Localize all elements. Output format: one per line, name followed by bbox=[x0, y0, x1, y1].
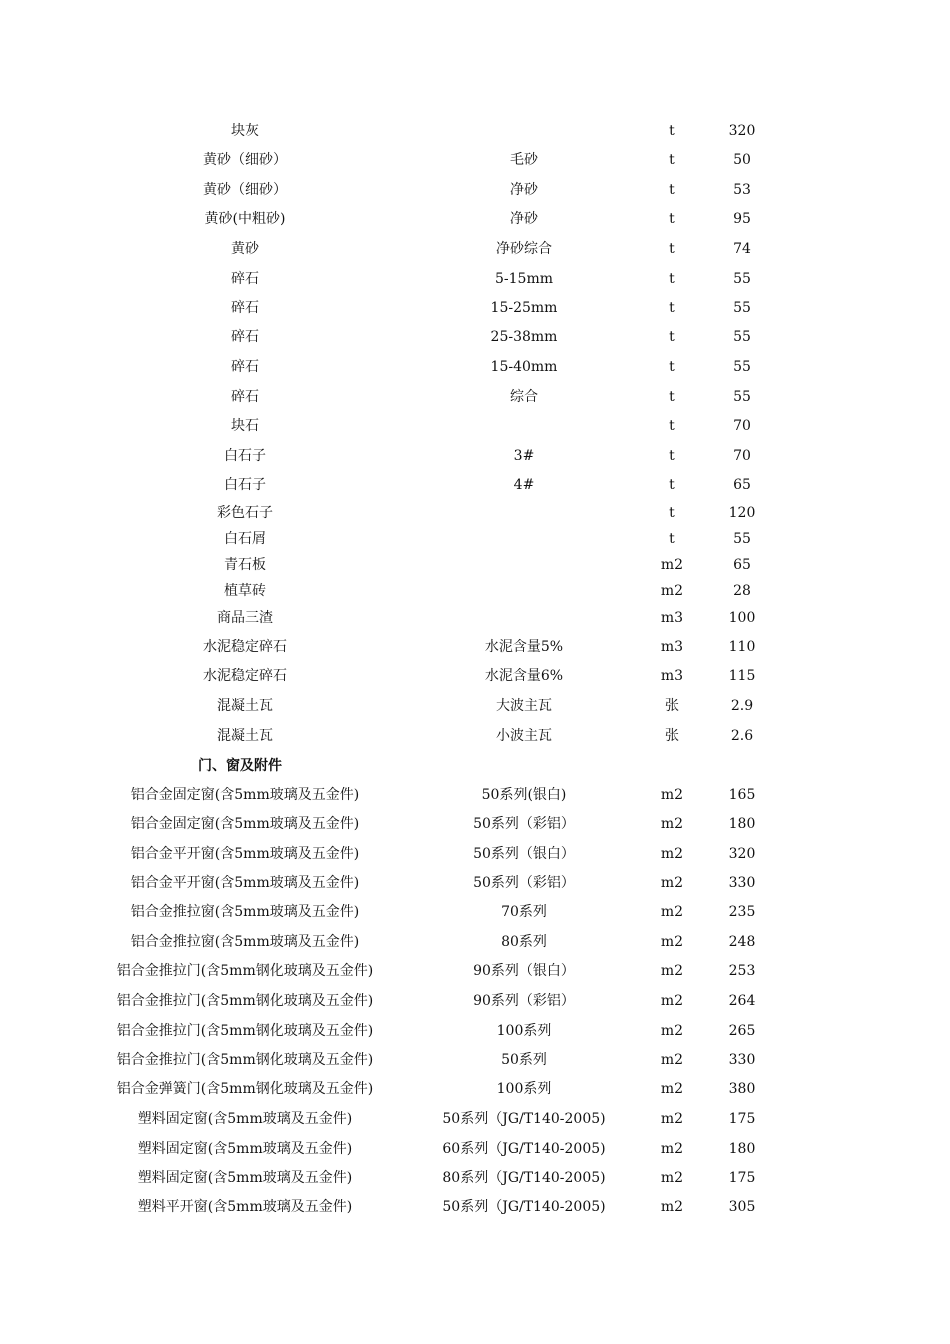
material-name-cell: 铝合金推拉窗(含5mm玻璃及五金件) bbox=[130, 904, 360, 920]
material-name-cell: 铝合金平开窗(含5mm玻璃及五金件) bbox=[130, 875, 360, 891]
spec-cell: 50系列（银白） bbox=[473, 846, 575, 862]
material-name-cell: 铝合金推拉门(含5mm钢化玻璃及五金件) bbox=[116, 993, 374, 1009]
table-row bbox=[0, 695, 950, 717]
table-row bbox=[0, 297, 950, 319]
table-row bbox=[0, 554, 950, 576]
material-name-cell: 塑料平开窗(含5mm玻璃及五金件) bbox=[137, 1199, 353, 1215]
spec-cell: 50系列（彩铝） bbox=[473, 875, 575, 891]
spec-cell: 80系列（JG/T140-2005) bbox=[442, 1170, 606, 1186]
price-cell: 95 bbox=[733, 211, 751, 227]
unit-cell: m2 bbox=[660, 1199, 684, 1215]
unit-cell: t bbox=[669, 359, 675, 375]
section-title: 门、窗及附件 bbox=[198, 758, 282, 774]
spec-cell: 3# bbox=[513, 448, 535, 464]
material-name-cell: 青石板 bbox=[224, 557, 266, 573]
price-cell: 2.9 bbox=[730, 698, 754, 714]
material-name-cell: 植草砖 bbox=[224, 583, 266, 599]
unit-cell: m2 bbox=[660, 1081, 684, 1097]
table-row bbox=[0, 872, 950, 894]
price-cell: 2.6 bbox=[730, 728, 754, 744]
material-name-cell: 黄砂（细砂） bbox=[203, 152, 287, 168]
spec-cell: 水泥含量6% bbox=[484, 668, 564, 684]
material-name-cell: 黄砂 bbox=[231, 241, 259, 257]
spec-cell: 15-40mm bbox=[490, 359, 558, 375]
spec-cell: 60系列（JG/T140-2005) bbox=[442, 1141, 606, 1157]
spec-cell: 100系列 bbox=[496, 1023, 552, 1039]
table-row bbox=[0, 843, 950, 865]
material-name-cell: 碎石 bbox=[231, 329, 259, 345]
unit-cell: m2 bbox=[660, 1141, 684, 1157]
unit-cell: 张 bbox=[665, 728, 679, 744]
material-name-cell: 塑料固定窗(含5mm玻璃及五金件) bbox=[137, 1111, 353, 1127]
spec-cell: 15-25mm bbox=[490, 300, 558, 316]
material-name-cell: 混凝土瓦 bbox=[217, 728, 273, 744]
spec-cell: 50系列(银白) bbox=[481, 787, 567, 803]
price-cell: 235 bbox=[728, 904, 756, 920]
spec-cell: 50系列（彩铝） bbox=[473, 816, 575, 832]
unit-cell: m3 bbox=[660, 610, 684, 626]
table-row bbox=[0, 415, 950, 437]
material-name-cell: 塑料固定窗(含5mm玻璃及五金件) bbox=[137, 1141, 353, 1157]
price-cell: 55 bbox=[733, 359, 751, 375]
material-name-cell: 碎石 bbox=[231, 389, 259, 405]
spec-cell: 净砂 bbox=[510, 211, 538, 227]
spec-cell: 小波主瓦 bbox=[496, 728, 552, 744]
price-cell: 320 bbox=[728, 846, 756, 862]
table-row bbox=[0, 386, 950, 408]
spec-cell: 净砂综合 bbox=[496, 241, 552, 257]
table-row bbox=[0, 636, 950, 658]
material-name-cell: 黄砂(中粗砂) bbox=[204, 211, 286, 227]
spec-cell: 5-15mm bbox=[494, 271, 554, 287]
price-cell: 70 bbox=[733, 448, 751, 464]
material-name-cell: 铝合金固定窗(含5mm玻璃及五金件) bbox=[130, 787, 360, 803]
table-row bbox=[0, 580, 950, 602]
spec-cell: 80系列 bbox=[501, 934, 547, 950]
table-row bbox=[0, 326, 950, 348]
unit-cell: t bbox=[669, 300, 675, 316]
material-name-cell: 块灰 bbox=[231, 123, 259, 139]
price-cell: 55 bbox=[733, 329, 751, 345]
unit-cell: m2 bbox=[660, 1052, 684, 1068]
table-row bbox=[0, 179, 950, 201]
price-cell: 65 bbox=[733, 557, 751, 573]
material-name-cell: 碎石 bbox=[231, 271, 259, 287]
table-row bbox=[0, 356, 950, 378]
price-cell: 50 bbox=[733, 152, 751, 168]
unit-cell: m2 bbox=[660, 963, 684, 979]
material-name-cell: 铝合金推拉窗(含5mm玻璃及五金件) bbox=[130, 934, 360, 950]
material-name-cell: 白石子 bbox=[224, 448, 266, 464]
table-row bbox=[0, 931, 950, 953]
material-name-cell: 商品三渣 bbox=[217, 610, 273, 626]
price-cell: 248 bbox=[728, 934, 756, 950]
price-cell: 165 bbox=[728, 787, 756, 803]
table-row bbox=[0, 208, 950, 230]
spec-cell: 50系列（JG/T140-2005) bbox=[442, 1199, 606, 1215]
price-cell: 110 bbox=[728, 639, 756, 655]
price-cell: 74 bbox=[733, 241, 751, 257]
material-name-cell: 铝合金推拉门(含5mm钢化玻璃及五金件) bbox=[116, 963, 374, 979]
table-row bbox=[0, 474, 950, 496]
price-cell: 53 bbox=[733, 182, 751, 198]
price-cell: 330 bbox=[728, 875, 756, 891]
price-cell: 264 bbox=[728, 993, 756, 1009]
unit-cell: m2 bbox=[660, 993, 684, 1009]
material-name-cell: 铝合金固定窗(含5mm玻璃及五金件) bbox=[130, 816, 360, 832]
spec-cell: 100系列 bbox=[496, 1081, 552, 1097]
table-row bbox=[0, 725, 950, 747]
table-row bbox=[0, 149, 950, 171]
unit-cell: t bbox=[669, 182, 675, 198]
price-cell: 100 bbox=[728, 610, 756, 626]
material-name-cell: 铝合金平开窗(含5mm玻璃及五金件) bbox=[130, 846, 360, 862]
material-name-cell: 块石 bbox=[231, 418, 259, 434]
table-row bbox=[0, 607, 950, 629]
table-row bbox=[0, 268, 950, 290]
table-row bbox=[0, 528, 950, 550]
material-name-cell: 碎石 bbox=[231, 359, 259, 375]
spec-cell: 50系列（JG/T140-2005) bbox=[442, 1111, 606, 1127]
price-cell: 180 bbox=[728, 1141, 756, 1157]
unit-cell: t bbox=[669, 389, 675, 405]
spec-cell: 90系列（银白） bbox=[473, 963, 575, 979]
material-name-cell: 铝合金推拉门(含5mm钢化玻璃及五金件) bbox=[116, 1023, 374, 1039]
table-row bbox=[0, 1020, 950, 1042]
table-row bbox=[0, 813, 950, 835]
material-name-cell: 碎石 bbox=[231, 300, 259, 316]
price-cell: 380 bbox=[728, 1081, 756, 1097]
unit-cell: m2 bbox=[660, 904, 684, 920]
unit-cell: m2 bbox=[660, 1170, 684, 1186]
price-cell: 55 bbox=[733, 300, 751, 316]
table-row bbox=[0, 1049, 950, 1071]
spec-cell: 大波主瓦 bbox=[496, 698, 552, 714]
material-name-cell: 白石子 bbox=[224, 477, 266, 493]
spec-cell: 综合 bbox=[510, 389, 538, 405]
material-name-cell: 铝合金推拉门(含5mm钢化玻璃及五金件) bbox=[116, 1052, 374, 1068]
unit-cell: m2 bbox=[660, 816, 684, 832]
spec-cell: 毛砂 bbox=[510, 152, 538, 168]
price-cell: 265 bbox=[728, 1023, 756, 1039]
table-row bbox=[0, 502, 950, 524]
price-cell: 175 bbox=[728, 1170, 756, 1186]
unit-cell: 张 bbox=[665, 698, 679, 714]
table-row bbox=[0, 901, 950, 923]
table-row bbox=[0, 238, 950, 260]
material-name-cell: 塑料固定窗(含5mm玻璃及五金件) bbox=[137, 1170, 353, 1186]
unit-cell: t bbox=[669, 418, 675, 434]
material-name-cell: 混凝土瓦 bbox=[217, 698, 273, 714]
unit-cell: m2 bbox=[660, 846, 684, 862]
unit-cell: t bbox=[669, 152, 675, 168]
table-row bbox=[0, 1167, 950, 1189]
spec-cell: 净砂 bbox=[510, 182, 538, 198]
price-cell: 70 bbox=[733, 418, 751, 434]
unit-cell: t bbox=[669, 505, 675, 521]
material-name-cell: 水泥稳定碎石 bbox=[203, 639, 287, 655]
unit-cell: m2 bbox=[660, 875, 684, 891]
unit-cell: t bbox=[669, 477, 675, 493]
unit-cell: m2 bbox=[660, 934, 684, 950]
unit-cell: t bbox=[669, 329, 675, 345]
price-cell: 305 bbox=[728, 1199, 756, 1215]
table-row bbox=[0, 990, 950, 1012]
price-cell: 55 bbox=[733, 271, 751, 287]
unit-cell: t bbox=[669, 448, 675, 464]
spec-cell: 50系列 bbox=[501, 1052, 547, 1068]
material-name-cell: 铝合金弹簧门(含5mm钢化玻璃及五金件) bbox=[116, 1081, 374, 1097]
material-name-cell: 白石屑 bbox=[224, 531, 266, 547]
price-cell: 55 bbox=[733, 389, 751, 405]
table-row bbox=[0, 960, 950, 982]
table-row bbox=[0, 1138, 950, 1160]
unit-cell: m2 bbox=[660, 787, 684, 803]
unit-cell: m2 bbox=[660, 1023, 684, 1039]
material-name-cell: 黄砂（细砂） bbox=[203, 182, 287, 198]
unit-cell: m2 bbox=[660, 583, 684, 599]
unit-cell: m3 bbox=[660, 639, 684, 655]
table-row bbox=[0, 1078, 950, 1100]
unit-cell: t bbox=[669, 211, 675, 227]
unit-cell: m2 bbox=[660, 557, 684, 573]
material-name-cell: 水泥稳定碎石 bbox=[203, 668, 287, 684]
spec-cell: 25-38mm bbox=[490, 329, 558, 345]
price-cell: 320 bbox=[728, 123, 756, 139]
price-cell: 330 bbox=[728, 1052, 756, 1068]
unit-cell: m3 bbox=[660, 668, 684, 684]
unit-cell: m2 bbox=[660, 1111, 684, 1127]
table-row bbox=[0, 445, 950, 467]
table-row bbox=[0, 1196, 950, 1218]
section-header-row bbox=[0, 755, 950, 777]
price-cell: 175 bbox=[728, 1111, 756, 1127]
spec-cell: 90系列（彩铝） bbox=[473, 993, 575, 1009]
price-cell: 253 bbox=[728, 963, 756, 979]
table-row bbox=[0, 665, 950, 687]
price-cell: 65 bbox=[733, 477, 751, 493]
table-row bbox=[0, 120, 950, 142]
unit-cell: t bbox=[669, 271, 675, 287]
unit-cell: t bbox=[669, 241, 675, 257]
spec-cell: 水泥含量5% bbox=[484, 639, 564, 655]
price-cell: 180 bbox=[728, 816, 756, 832]
price-cell: 55 bbox=[733, 531, 751, 547]
spec-cell: 70系列 bbox=[501, 904, 547, 920]
unit-cell: t bbox=[669, 531, 675, 547]
table-row bbox=[0, 784, 950, 806]
spec-cell: 4# bbox=[513, 477, 535, 493]
price-cell: 28 bbox=[733, 583, 751, 599]
material-name-cell: 彩色石子 bbox=[217, 505, 273, 521]
table-row bbox=[0, 1108, 950, 1130]
unit-cell: t bbox=[669, 123, 675, 139]
price-cell: 120 bbox=[728, 505, 756, 521]
price-cell: 115 bbox=[728, 668, 756, 684]
